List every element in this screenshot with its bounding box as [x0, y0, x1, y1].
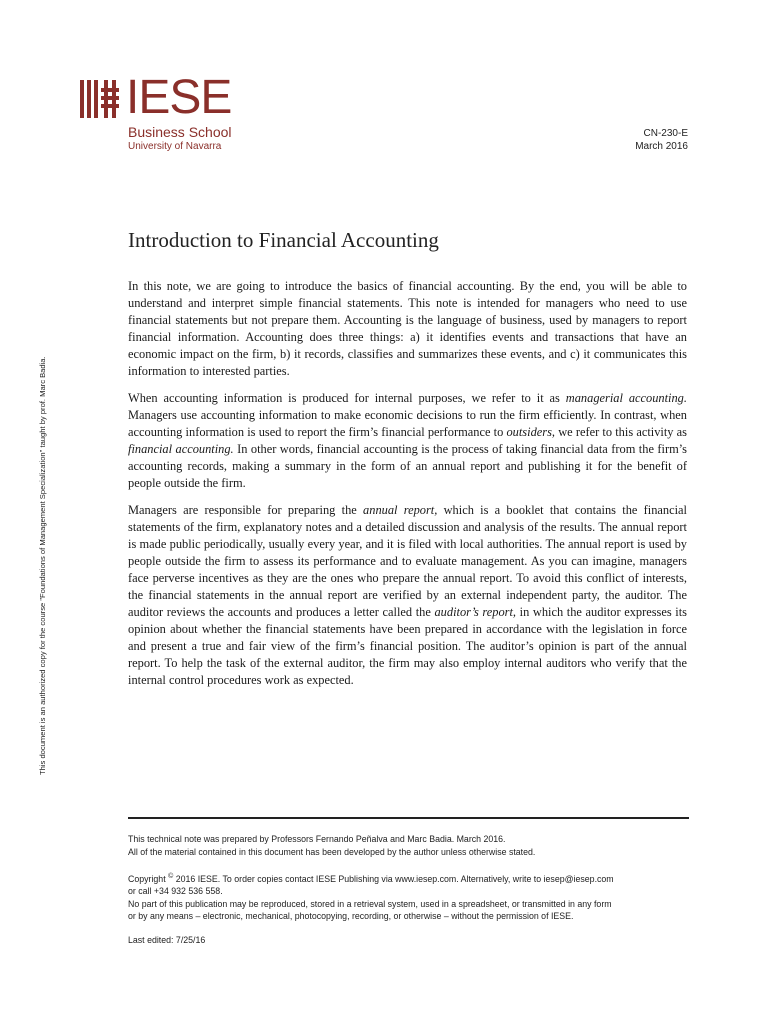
- body-text: [128, 278, 687, 699]
- page-title: Introduction to Financial Accounting: [128, 228, 439, 252]
- footer-preparation-note: [128, 833, 693, 858]
- footer-copyright-line1: [128, 871, 693, 885]
- text-span: Managers are responsible for preparing the: [128, 503, 364, 517]
- text-span: Managers use accounting information to make economic decisions to run the firm efficiently. In contrast, when accounting information is used to report the firm’s financial performance to: [128, 408, 687, 439]
- logo-university-name: University of Navarra: [128, 141, 222, 152]
- text-span: In other words, financial accounting is the process of taking financial data from the firm’s accounting records, making a summary in the form of an annual report and publishing it for the benefit of people outside the firm.: [128, 442, 687, 490]
- document-reference: [635, 127, 688, 153]
- term-managerial-accounting: managerial accounting.: [565, 391, 687, 405]
- copyright-label: Copyright: [128, 873, 166, 884]
- footer-last-edited: Last edited: 7/25/16: [128, 935, 206, 945]
- copyright-icon: ©: [168, 873, 174, 880]
- document-code: CN-230-E: [643, 128, 688, 139]
- term-financial-accounting: financial accounting.: [128, 442, 234, 456]
- paragraph-intro: [128, 278, 687, 380]
- footer-divider: [128, 817, 689, 819]
- iese-shield-icon: [80, 78, 122, 122]
- text-span: In this note, we are going to introduce the basics of financial accounting. By the end, you will be able to understand and interpret simple financial statements. This note is intended for managers who need to use financial statements but not prepare them. Accounting is the language of business, used by managers to report financial information. Accounting does three things: a) it identifies events and transactions that have an economic impact on the firm, b) it records, classifies and summarizes these events, and c) it communicates this information to interested parties.: [128, 279, 687, 378]
- text-span: in which the auditor expresses its opinion about whether the financial statements have been prepared in accordance with the legislation in force and present a true and fair view of the firm’s financial position. The auditor’s opinion is part of the annual report. To help the task of the external auditor, the firm may also employ internal auditors who verify that the internal control procedures work as expected.: [128, 605, 687, 687]
- logo-school-name: Business School: [128, 124, 232, 140]
- footer-copyright: [128, 871, 693, 923]
- footer-rights-line1: No part of this publication may be reproduced, stored in a retrieval system, used in a spreadsheet, or transmitted in any form: [128, 898, 612, 909]
- footer-prepared-by: This technical note was prepared by Professors Fernando Peñalva and Marc Badia. March 2016.: [128, 834, 506, 844]
- term-outsiders: outsiders,: [506, 425, 556, 439]
- copyright-text: 2016 IESE. To order copies contact IESE Publishing via www.iesep.com. Alternatively, write to iesep@iesep.com: [173, 873, 614, 884]
- logo-wordmark: IESE: [126, 71, 232, 124]
- authorized-copy-notice: This document is an authorized copy for the course "Foundations of Management Specialization" taught by prof. Marc Badia.: [38, 356, 47, 775]
- text-span: which is a booklet that contains the financial statements of the firm, explanatory notes and a detailed discussion and analysis of the results. The annual report is made public periodically, usually every year, and it is filed with local authorities. The annual report is used by people outside the firm to assess its performance and to evaluate management. As you can imagine, managers face perverse incentives as they are the ones who prepare the annual report. To avoid this conflict of interests, the financial statements in the annual report are verified by an external independent party, the auditor. The auditor reviews the accounts and produces a letter called the: [128, 503, 687, 619]
- document-date: March 2016: [635, 141, 688, 152]
- paragraph-annual-report: [128, 502, 687, 689]
- term-auditors-report: auditor’s report,: [434, 605, 517, 619]
- text-span: we refer to this activity as: [555, 425, 687, 439]
- paragraph-managerial-vs-financial: [128, 390, 687, 492]
- footer-rights-line2: or by any means – electronic, mechanical, photocopying, recording, or otherwise – without the permission of IESE.: [128, 911, 574, 922]
- iese-logo: [80, 71, 232, 154]
- footer-copyright-line2: or call +34 932 536 558.: [128, 886, 223, 897]
- term-annual-report: annual report,: [363, 503, 438, 517]
- text-span: When accounting information is produced for internal purposes, we refer to it as: [128, 391, 566, 405]
- footer-material-note: All of the material contained in this document has been developed by the author unless otherwise stated.: [128, 846, 536, 857]
